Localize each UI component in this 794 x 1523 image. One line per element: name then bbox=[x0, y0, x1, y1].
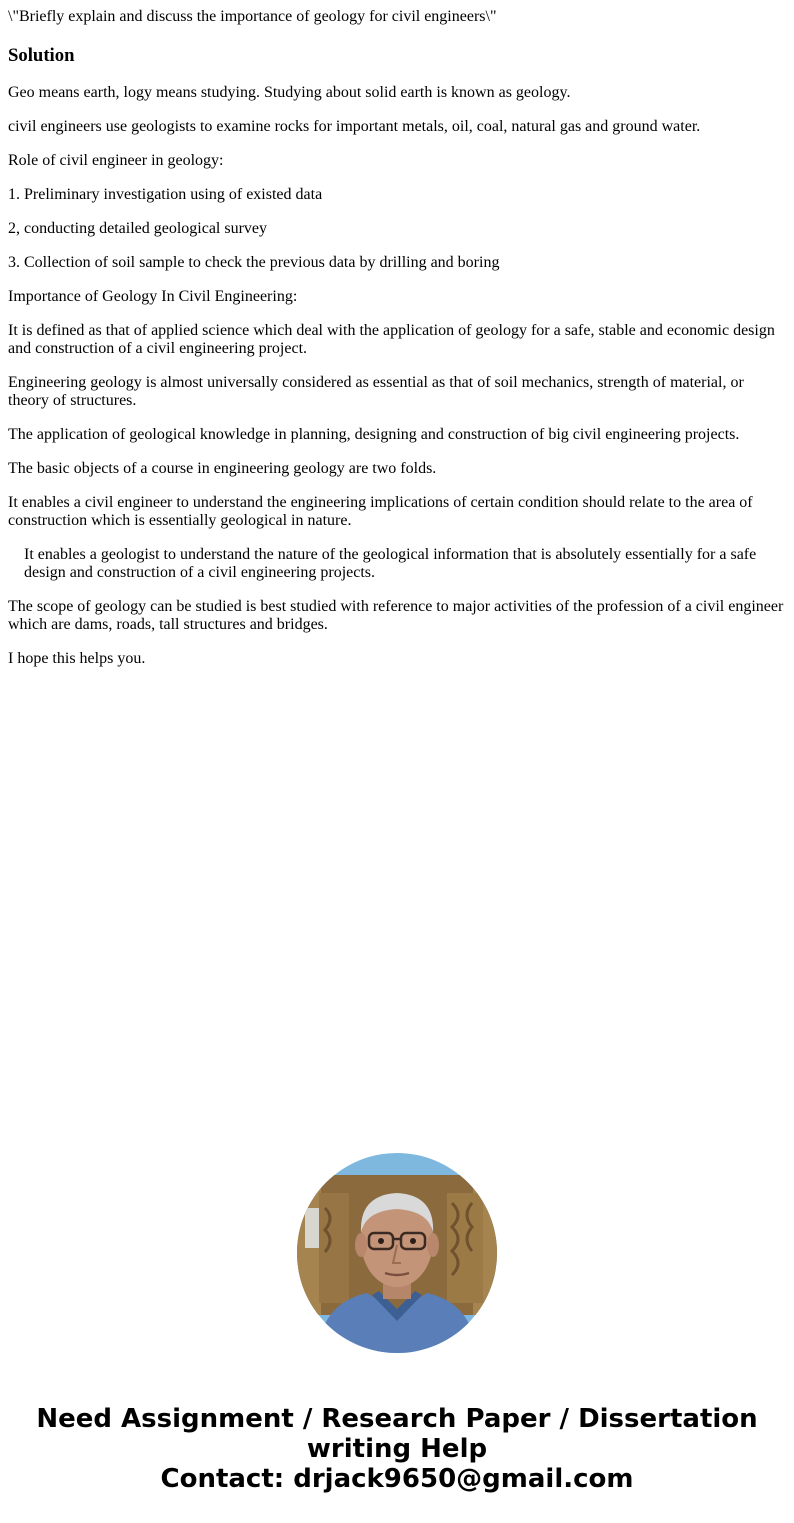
promo-line: Need Assignment / Research Paper / Dissertation bbox=[36, 1404, 758, 1434]
section-subheading: Importance of Geology In Civil Engineering: bbox=[8, 288, 298, 305]
paragraph: It enables a geologist to understand the nature of the geological information that is absolutely essentially for a safe design and construction of a civil engineering projects. bbox=[24, 546, 757, 581]
contact-email: Contact: drjack9650@gmail.com bbox=[160, 1464, 634, 1494]
closing-text: I hope this helps you. bbox=[8, 650, 146, 667]
list-item: 3. Collection of soil sample to check the previous data by drilling and boring bbox=[8, 254, 500, 271]
paragraph: The basic objects of a course in engineering geology are two folds. bbox=[8, 460, 437, 477]
paragraph: It enables a civil engineer to understand the engineering implications of certain condition should relate to the area of construction which is essentially geological in nature. bbox=[8, 494, 753, 529]
promo-footer bbox=[0, 1404, 794, 1494]
solution-heading: Solution bbox=[8, 45, 75, 66]
paragraph: Engineering geology is almost universally considered as essential as that of soil mechanics, strength of material, or theory of structures. bbox=[8, 374, 744, 409]
paragraph: The application of geological knowledge in planning, designing and construction of big civil engineering projects. bbox=[8, 426, 740, 443]
question-text: \"Briefly explain and discuss the importance of geology for civil engineers\" bbox=[8, 8, 497, 25]
paragraph: civil engineers use geologists to examine rocks for important metals, oil, coal, natural gas and ground water. bbox=[8, 118, 701, 135]
list-item: 2, conducting detailed geological survey bbox=[8, 220, 268, 237]
person-portrait-icon bbox=[297, 1153, 497, 1353]
paragraph: The scope of geology can be studied is best studied with reference to major activities of the profession of a civil engineer which are dams, roads, tall structures and bridges. bbox=[8, 598, 784, 633]
paragraph: Role of civil engineer in geology: bbox=[8, 152, 224, 169]
list-item: 1. Preliminary investigation using of existed data bbox=[8, 186, 323, 203]
paragraph: Geo means earth, logy means studying. Studying about solid earth is known as geology. bbox=[8, 84, 571, 101]
document-body bbox=[8, 8, 786, 668]
promo-line: writing Help bbox=[306, 1434, 488, 1464]
paragraph: It is defined as that of applied science which deal with the application of geology for a safe, stable and economic design and construction of a civil engineering project. bbox=[8, 322, 775, 357]
